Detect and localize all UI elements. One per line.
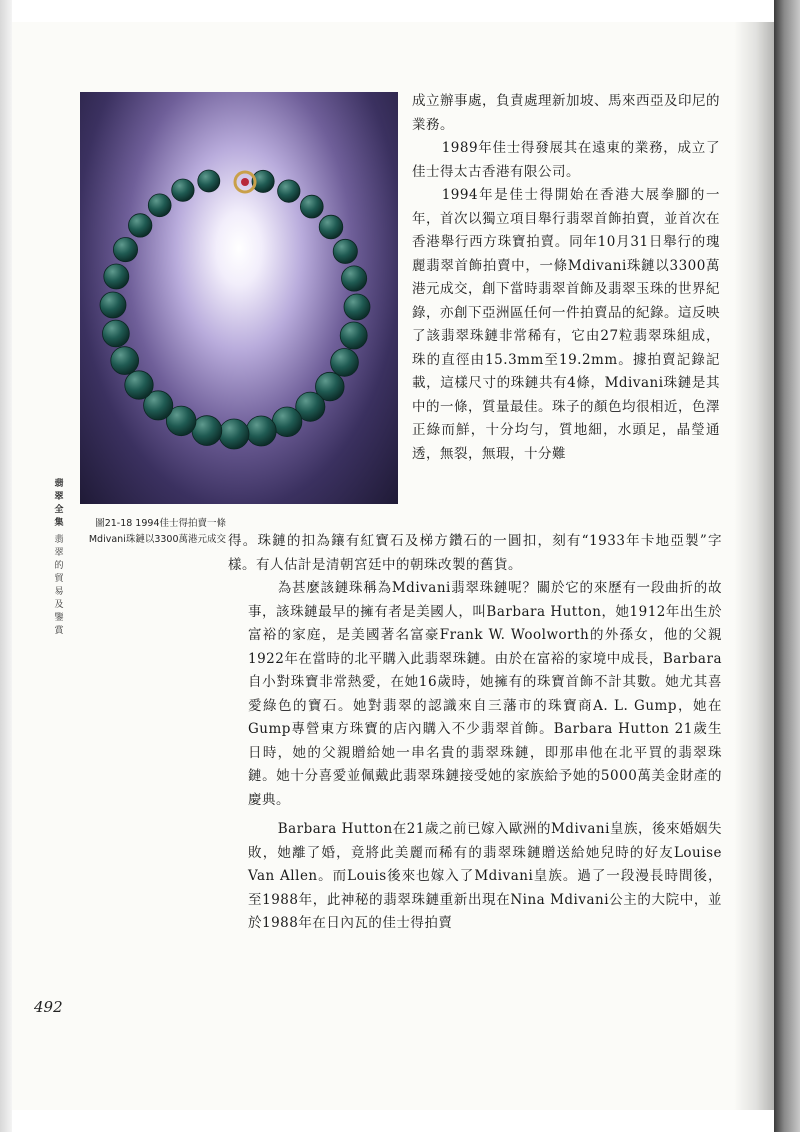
book-spine-edge	[774, 0, 800, 1132]
necklace-illustration	[80, 92, 398, 504]
jade-bead	[340, 322, 367, 349]
figure-caption: 圖21-18 1994佳士得拍賣一條Mdivani珠鏈以3300萬港元成交	[88, 518, 226, 545]
text-block-lower	[248, 577, 722, 936]
jade-bead	[219, 419, 249, 449]
jade-bead	[148, 194, 171, 217]
gutter-shadow	[734, 22, 774, 1110]
running-side-title	[52, 478, 66, 638]
paragraph-3-end: 得。珠鏈的扣為鑲有紅寶石及梯方鑽石的一圓扣，刻有“1933年卡地亞製”字樣。有人估計是清朝宮廷中的朝珠改製的舊貨。	[228, 533, 722, 573]
scan-left-edge	[0, 0, 12, 1132]
jade-bead	[319, 215, 343, 239]
text-column-beside-photo	[412, 90, 720, 466]
jade-bead	[192, 416, 222, 446]
paragraph-5: Barbara Hutton在21歲之前已嫁入歐洲的Mdivani皇族，後來婚姻失敗，她離了婚，竟將此美麗而稀有的翡翠珠鏈贈送給她兒時的好友Louise Van Allen。而Louis後來也嫁入了Mdivani皇族。過了一段漫長時間後，至1988年，此神秘的翡翠珠鏈重新出現在Nina Mdivani公主的大院中，並於1988年在日內瓦的佳士得拍賣	[248, 821, 722, 931]
paragraph-3-start: 1994年是佳士得開始在香港大展拳腳的一年，首次以獨立項目舉行翡翠首飾拍賣，並首次在香港舉行西方珠寶拍賣。同年10月31日舉行的瑰麗翡翠首飾拍賣中，一條Mdivani珠鏈以3300萬港元成交，創下當時翡翠首飾及翡翠玉珠的世界紀錄，亦創下亞洲區任何一件拍賣品的紀錄。這反映了該翡翠珠鏈非常稀有，它由27粒翡翠珠組成，珠的直徑由15.3mm至19.2mm。據拍賣記錄記載，這樣尺寸的珠鏈共有4條，Mdivani珠鏈是其中的一條，質量最佳。珠子的顏色均很相近，色澤正綠而鮮，十分均勻，質地細，水頭足，晶瑩通透，無裂，無瑕，十分難	[412, 187, 720, 462]
jade-bead	[342, 266, 367, 291]
jade-necklace-photo	[80, 92, 398, 504]
paragraph-1: 成立辦事處，負責處理新加坡、馬來西亞及印尼的業務。	[412, 93, 720, 133]
jade-bead	[278, 180, 300, 202]
jade-bead	[331, 349, 359, 377]
jade-bead	[344, 294, 370, 320]
jade-bead	[103, 320, 130, 347]
jade-bead	[104, 264, 129, 289]
jade-bead	[333, 239, 357, 263]
jade-bead	[300, 195, 323, 218]
jade-bead	[172, 179, 194, 201]
paragraph-2: 1989年佳士得發展其在遠東的業務，成立了佳士得太古香港有限公司。	[412, 140, 720, 180]
book-title: 翡翠的貿易及鑒賞	[54, 535, 64, 636]
jade-bead	[198, 170, 220, 192]
jade-bead	[125, 371, 153, 399]
jade-bead	[113, 238, 137, 262]
jade-bead	[129, 214, 152, 237]
series-title: 翡翠全集	[54, 479, 64, 528]
jade-bead	[272, 407, 302, 437]
page-number: 492	[34, 998, 63, 1016]
jade-bead	[100, 292, 126, 318]
jade-bead	[246, 416, 276, 446]
paragraph-4: 為甚麼該鏈珠稱為Mdivani翡翠珠鏈呢？關於它的來歷有一段曲折的故事，該珠鏈最早的擁有者是美國人，叫Barbara Hutton，她1912年出生於富裕的家庭，是美國著名富豪Frank W. Woolworth的外孫女，他的父親1922年在當時的北平購入此翡翠珠鏈。由於在富裕的家境中成長，Barbara自小對珠寶非常熱愛，在她16歲時，她擁有的珠寶首飾不計其數。她尤其喜愛綠色的寶石。她對翡翠的認識來自三藩市的珠寶商A. L. Gump，她在Gump專營東方珠寶的店內購入不少翡翠首飾。Barbara Hutton 21歲生日時，她的父親贈給她一串名貴的翡翠珠鏈，即那串他在北平買的翡翠珠鏈。她十分喜愛並佩戴此翡翠珠鏈接受她的家族給予她的5000萬美金財產的慶典。	[248, 580, 722, 808]
text-column-full-width	[228, 530, 722, 577]
jade-bead	[111, 347, 139, 375]
